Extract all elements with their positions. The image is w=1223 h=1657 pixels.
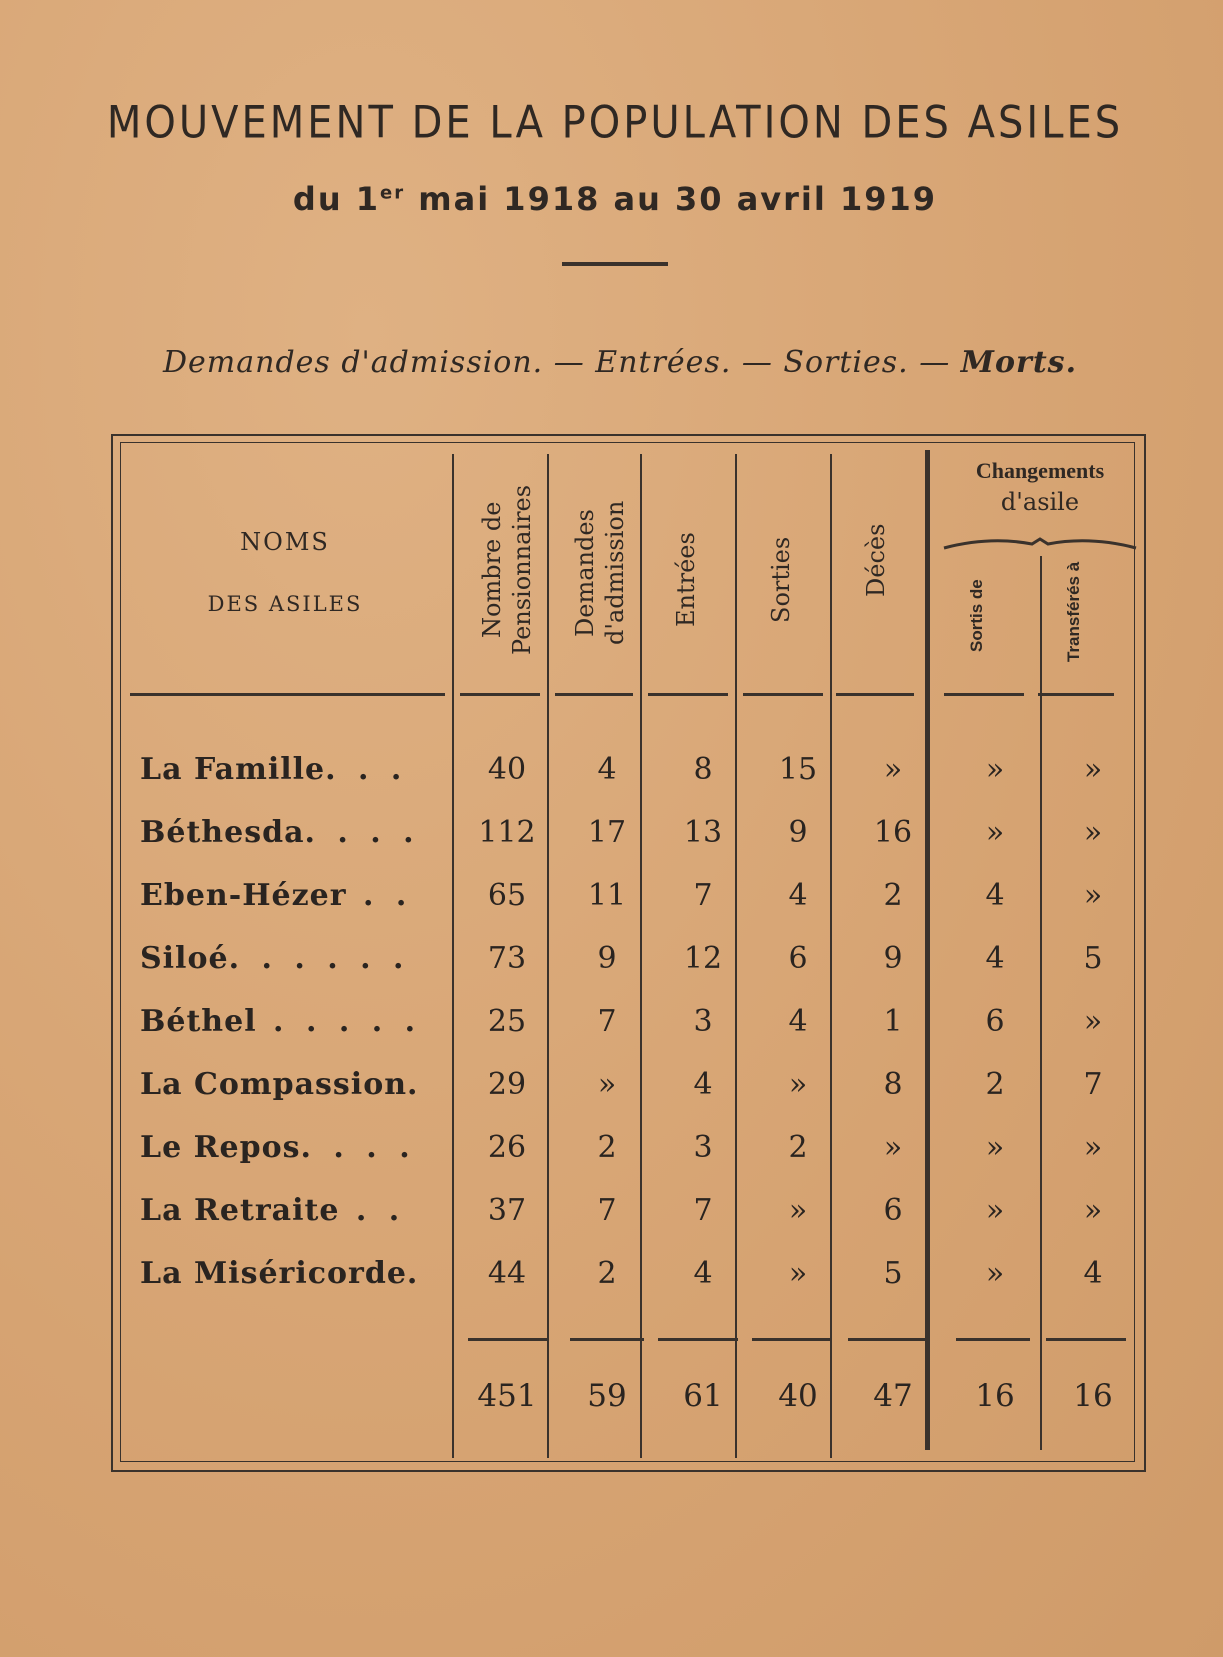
table-cell: » xyxy=(1083,1130,1103,1165)
table-cell: 4 xyxy=(788,1004,808,1039)
title-divider xyxy=(562,262,668,266)
table-cell: » xyxy=(883,752,903,787)
totals-rule xyxy=(848,1338,928,1341)
asylum-name xyxy=(140,815,455,850)
asylum-name-text: La Famille xyxy=(140,752,326,787)
table-cell: 4 xyxy=(693,1067,713,1102)
table-cell: » xyxy=(1083,815,1103,850)
table-cell: 25 xyxy=(487,1004,527,1039)
table-cell: 40 xyxy=(487,752,527,787)
table-cell: » xyxy=(985,1193,1005,1228)
table-cell: 5 xyxy=(883,1256,903,1291)
total-cell: 451 xyxy=(477,1378,537,1414)
asylum-name xyxy=(140,1130,455,1165)
totals-rule xyxy=(570,1338,644,1341)
table-cell: 8 xyxy=(693,752,713,787)
table-cell: 26 xyxy=(487,1130,527,1165)
caption-emphasis: Morts. xyxy=(960,345,1078,380)
asylum-name-text: Eben-Hézer xyxy=(140,878,347,913)
leader-dots: . xyxy=(407,1067,424,1102)
asylum-name-text: La Miséricorde xyxy=(140,1256,407,1291)
table-cell: 15 xyxy=(778,752,818,787)
group-header-line-1: Changements xyxy=(975,458,1105,483)
asylum-name xyxy=(140,1004,455,1039)
table-cell: 4 xyxy=(693,1256,713,1291)
table-cell: 3 xyxy=(693,1004,713,1039)
totals-rule xyxy=(752,1338,832,1341)
asylum-name xyxy=(140,941,455,976)
table-cell: 4 xyxy=(788,878,808,913)
group-header-line-2: d'asile xyxy=(1000,488,1080,516)
table-cell: 13 xyxy=(683,815,723,850)
header-underline xyxy=(555,693,633,696)
leader-dots: . . . . . xyxy=(256,1004,422,1039)
table-cell: » xyxy=(788,1067,808,1102)
header-underline xyxy=(130,693,445,696)
table-cell: 7 xyxy=(597,1004,617,1039)
table-cell: » xyxy=(788,1256,808,1291)
name-column-header-line-2: DES ASILES xyxy=(207,592,363,616)
page-title: MOUVEMENT DE LA POPULATION DES ASILES xyxy=(106,97,1124,149)
total-cell: 16 xyxy=(975,1378,1015,1414)
subheader-sortis-de: Sortis de xyxy=(967,579,986,653)
asylum-name-text: Béthesda xyxy=(140,815,305,850)
table-cell: » xyxy=(883,1130,903,1165)
table-cell: 112 xyxy=(478,815,536,850)
table-cell: 4 xyxy=(985,878,1005,913)
group-brace xyxy=(940,536,1140,552)
table-cell: 6 xyxy=(985,1004,1005,1039)
total-cell: 47 xyxy=(873,1378,913,1414)
total-cell: 16 xyxy=(1073,1378,1113,1414)
table-cell: 8 xyxy=(883,1067,903,1102)
leader-dots: . . . xyxy=(325,752,408,787)
table-cell: 7 xyxy=(1083,1067,1103,1102)
table-cell: 4 xyxy=(1083,1256,1103,1291)
table-cell: 2 xyxy=(883,878,903,913)
table-cell: » xyxy=(1083,878,1103,913)
table-cell: 7 xyxy=(597,1193,617,1228)
header-underline xyxy=(648,693,728,696)
table-cell: 3 xyxy=(693,1130,713,1165)
table-cell: 16 xyxy=(873,815,913,850)
column-header: Demandes d'admission xyxy=(571,500,629,646)
table-cell: » xyxy=(1083,1004,1103,1039)
table-cell: » xyxy=(1083,752,1103,787)
caption-text: Demandes d'admission. — Entrées. — Sorties. — xyxy=(162,345,961,380)
table-cell: 7 xyxy=(693,878,713,913)
total-cell: 40 xyxy=(778,1378,818,1414)
leader-dots: . . xyxy=(346,878,413,913)
totals-rule xyxy=(1046,1338,1126,1341)
asylum-name-text: La Compassion xyxy=(140,1067,408,1102)
table-cell: 11 xyxy=(587,878,627,913)
leader-dots: . . . . xyxy=(300,1130,416,1165)
leader-dots: . xyxy=(406,1256,424,1291)
table-cell: 5 xyxy=(1083,941,1103,976)
asylum-name xyxy=(140,1256,455,1291)
table-cell: » xyxy=(597,1067,617,1102)
header-underline xyxy=(944,693,1024,696)
table-caption xyxy=(110,345,1130,380)
table-cell: » xyxy=(985,815,1005,850)
totals-rule xyxy=(468,1338,548,1341)
totals-rule xyxy=(956,1338,1030,1341)
table-cell: 29 xyxy=(487,1067,527,1102)
column-header: Sorties xyxy=(767,536,795,624)
table-cell: 9 xyxy=(883,941,903,976)
table-cell: » xyxy=(985,1256,1005,1291)
table-cell: 17 xyxy=(587,815,627,850)
totals-rule xyxy=(658,1338,738,1341)
asylum-name-text: Siloé xyxy=(140,941,229,976)
table-cell: 9 xyxy=(788,815,808,850)
asylum-name xyxy=(140,752,455,787)
leader-dots: . . . . . . xyxy=(228,941,410,976)
table-cell: 2 xyxy=(597,1256,617,1291)
page-subtitle xyxy=(100,180,1130,218)
name-column-header-line-1: NOMS xyxy=(240,528,330,556)
table-cell: 2 xyxy=(597,1130,617,1165)
table-cell: » xyxy=(985,1130,1005,1165)
header-underline xyxy=(836,693,914,696)
table-cell: 65 xyxy=(487,878,527,913)
asylum-name xyxy=(140,1067,455,1102)
column-divider xyxy=(1040,556,1042,1450)
column-header: Décès xyxy=(862,523,890,597)
table-cell: 6 xyxy=(883,1193,903,1228)
asylum-name-text: Béthel xyxy=(140,1004,257,1039)
table-cell: 44 xyxy=(487,1256,527,1291)
table-cell: 37 xyxy=(487,1193,527,1228)
total-cell: 59 xyxy=(587,1378,627,1414)
table-cell: 1 xyxy=(883,1004,903,1039)
header-underline xyxy=(743,693,823,696)
subheader-transferes-a: Transférés à xyxy=(1064,561,1083,663)
table-cell: 73 xyxy=(487,941,527,976)
subtitle-start: du 1 xyxy=(292,180,381,218)
leader-dots: . . xyxy=(339,1193,406,1228)
asylum-name-text: Le Repos xyxy=(140,1130,301,1165)
table-cell: 7 xyxy=(693,1193,713,1228)
column-header: Nombre de Pensionnaires xyxy=(478,484,536,656)
group-header-changements xyxy=(940,458,1140,516)
asylum-name xyxy=(140,1193,455,1228)
table-cell: » xyxy=(985,752,1005,787)
table-cell: 2 xyxy=(985,1067,1005,1102)
table-cell: 4 xyxy=(597,752,617,787)
table-cell: » xyxy=(1083,1193,1103,1228)
subtitle-superscript: er xyxy=(380,182,406,204)
table-cell: » xyxy=(788,1193,808,1228)
header-underline xyxy=(1038,693,1114,696)
table-cell: 2 xyxy=(788,1130,808,1165)
asylum-name-text: La Retraite xyxy=(140,1193,340,1228)
asylum-name xyxy=(140,878,455,913)
header-underline xyxy=(460,693,540,696)
subtitle-end: mai 1918 au 30 avril 1919 xyxy=(405,180,938,218)
table-cell: 12 xyxy=(683,941,723,976)
leader-dots: . . . . xyxy=(304,815,420,850)
table-cell: 4 xyxy=(985,941,1005,976)
column-header: Entrées xyxy=(672,532,700,628)
total-cell: 61 xyxy=(683,1378,723,1414)
table-cell: 6 xyxy=(788,941,808,976)
table-cell: 9 xyxy=(597,941,617,976)
